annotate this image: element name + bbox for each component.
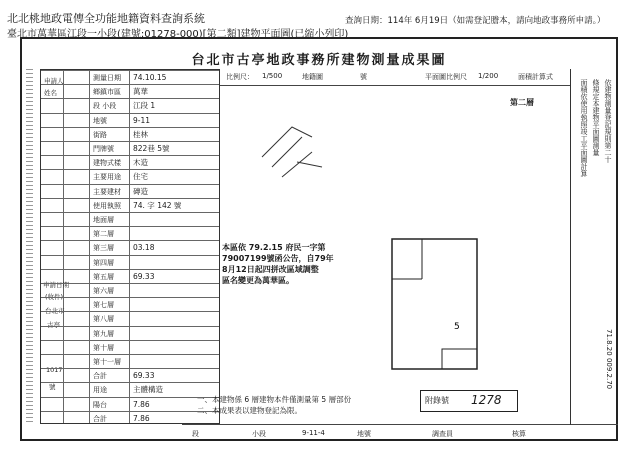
receipt-label: (收件) [45, 293, 64, 301]
form-row-label: 第十層 [93, 343, 114, 352]
bottom-fields: 段 小段 9-11-4 地號 調查員 核算 [182, 424, 618, 443]
form-row-value: 磚造 [133, 186, 148, 196]
form-row-label: 第四層 [93, 258, 114, 267]
form-row [41, 368, 219, 383]
plan-scale-value: 1/200 [478, 72, 499, 80]
location-no-label: 號 [360, 73, 367, 81]
form-row-value: 9-11 [133, 115, 151, 125]
system-title: 北北桃地政電傳全功能地籍資料查詢系統 [7, 12, 205, 25]
left-value-2: 古亭 [47, 321, 60, 329]
form-row-value: 03.18 [133, 243, 155, 253]
location-map-label: 地籍圖 [302, 73, 323, 81]
form-row-value: 桂林 [133, 129, 148, 139]
form-row [41, 98, 219, 113]
floor-area-mark: 5 [454, 322, 460, 332]
form-row [41, 70, 219, 85]
form-row-label: 第十一層 [93, 358, 121, 366]
form-row [41, 340, 219, 355]
legend-notes: 一、本建物係 6 層建物本件僅測量第 5 層部份 二、本成果表以建物登記為限。 [197, 395, 352, 415]
form-row [41, 113, 219, 128]
form-row-value: 江段 1 [133, 101, 156, 111]
name-label: 姓名 [44, 89, 57, 97]
form-row [41, 240, 219, 255]
form-row-label: 使用執照 [93, 201, 121, 210]
location-sketch [252, 107, 332, 187]
right-notes-column: 依建物測量登記規則第二十 條規定本建物平面圖測量 面積依使用執照竣工平面圖計算 71.8.20 009.2.70 [570, 69, 619, 425]
form-row [41, 198, 219, 213]
form-row-label: 第八層 [93, 315, 114, 324]
form-row [41, 311, 219, 326]
form-row-label: 合計 [93, 372, 107, 381]
scale-label: 比例尺： [226, 73, 254, 81]
form-row-label: 段 小段 [93, 102, 117, 111]
apply-date-label: 申請日期 [43, 281, 69, 289]
form-row-value: 住宅 [133, 172, 148, 182]
form-row-value: 69.33 [133, 371, 155, 381]
form-row-label: 第二層 [93, 230, 114, 239]
form-row-label: 第五層 [93, 272, 114, 281]
form-row-value: 7.86 [133, 399, 150, 409]
left-value-1: 台北市 [45, 307, 65, 315]
form-row-value: 木造 [133, 158, 148, 168]
form-row [41, 141, 219, 156]
form-row-label: 測量日期 [93, 74, 121, 82]
form-row-label: 地面層 [93, 216, 114, 224]
form-row-label: 主要用途 [93, 173, 121, 182]
form-row-label: 第三層 [93, 244, 114, 253]
number-label: 號 [49, 383, 56, 391]
applicant-label: 申請人 [44, 77, 64, 85]
form-row [41, 283, 219, 298]
form-row-label: 第九層 [93, 329, 114, 338]
form-row-label: 主要建材 [93, 187, 121, 196]
form-row [41, 354, 219, 369]
survey-sheet [20, 37, 618, 441]
scale-value: 1/500 [262, 72, 283, 80]
form-row-value: 69.33 [133, 271, 155, 281]
form-row-label: 門牌號 [93, 145, 114, 153]
form-row [41, 255, 219, 270]
form-row-label: 建物式樣 [93, 159, 121, 168]
form-row [41, 127, 219, 142]
floor-title: 第二層 [510, 98, 534, 107]
form-row-label: 合計 [93, 414, 107, 423]
form-row-label: 用途 [93, 386, 107, 395]
form-row [41, 84, 219, 99]
parcel-line: 臺北市萬華區江段一小段(建號:01278-000)[第二類]建物平面圖(已縮小列印) [7, 29, 349, 40]
floor-plan-drawing [382, 234, 492, 384]
document-stamp: 附錄號 1278 [420, 390, 518, 412]
form-row [41, 297, 219, 312]
form-row-label: 街路 [93, 130, 107, 139]
form-row-label: 鄉鎮市區 [93, 88, 121, 97]
binding-strip [26, 69, 33, 425]
form-row-value: 74.10.15 [133, 73, 167, 82]
plan-scale-label: 平面圖比例尺 [425, 73, 467, 81]
form-row [41, 397, 219, 412]
form-row [41, 226, 219, 241]
form-row [41, 169, 219, 184]
query-date: 查詢日期：114年 6月19日（如需登記謄本，請向地政事務所申請。） [345, 16, 606, 26]
form-row-label: 第六層 [93, 287, 114, 295]
form-row-value: 74. 字 142 號 [133, 200, 182, 210]
area-calc-label: 面積計算式 [518, 73, 553, 81]
form-grid [40, 69, 220, 424]
form-row [41, 212, 219, 227]
form-row [41, 382, 219, 397]
admin-note: 本區依 79.2.15 府民一字第 79007199號函公告，自79年 8月12日起四拼改區域調整 區名變更為萬華區。 [222, 243, 334, 285]
left-value-3: 1017 [46, 366, 63, 374]
form-row-value: 萬華 [133, 87, 148, 97]
form-row-label: 地號 [93, 116, 107, 125]
form-row [41, 326, 219, 341]
form-row [41, 184, 219, 199]
form-row-value: 822巷 5號 [133, 144, 170, 153]
form-row-label: 第七層 [93, 301, 114, 310]
sheet-title: 台北市古亭地政事務所建物測量成果圖 [191, 53, 447, 68]
top-info-bar [220, 69, 570, 86]
form-row [41, 269, 219, 284]
form-row-value: 7.86 [133, 413, 150, 423]
form-row-value: 主體構造 [133, 385, 163, 395]
form-row-label: 陽台 [93, 400, 107, 409]
form-row [41, 155, 219, 170]
